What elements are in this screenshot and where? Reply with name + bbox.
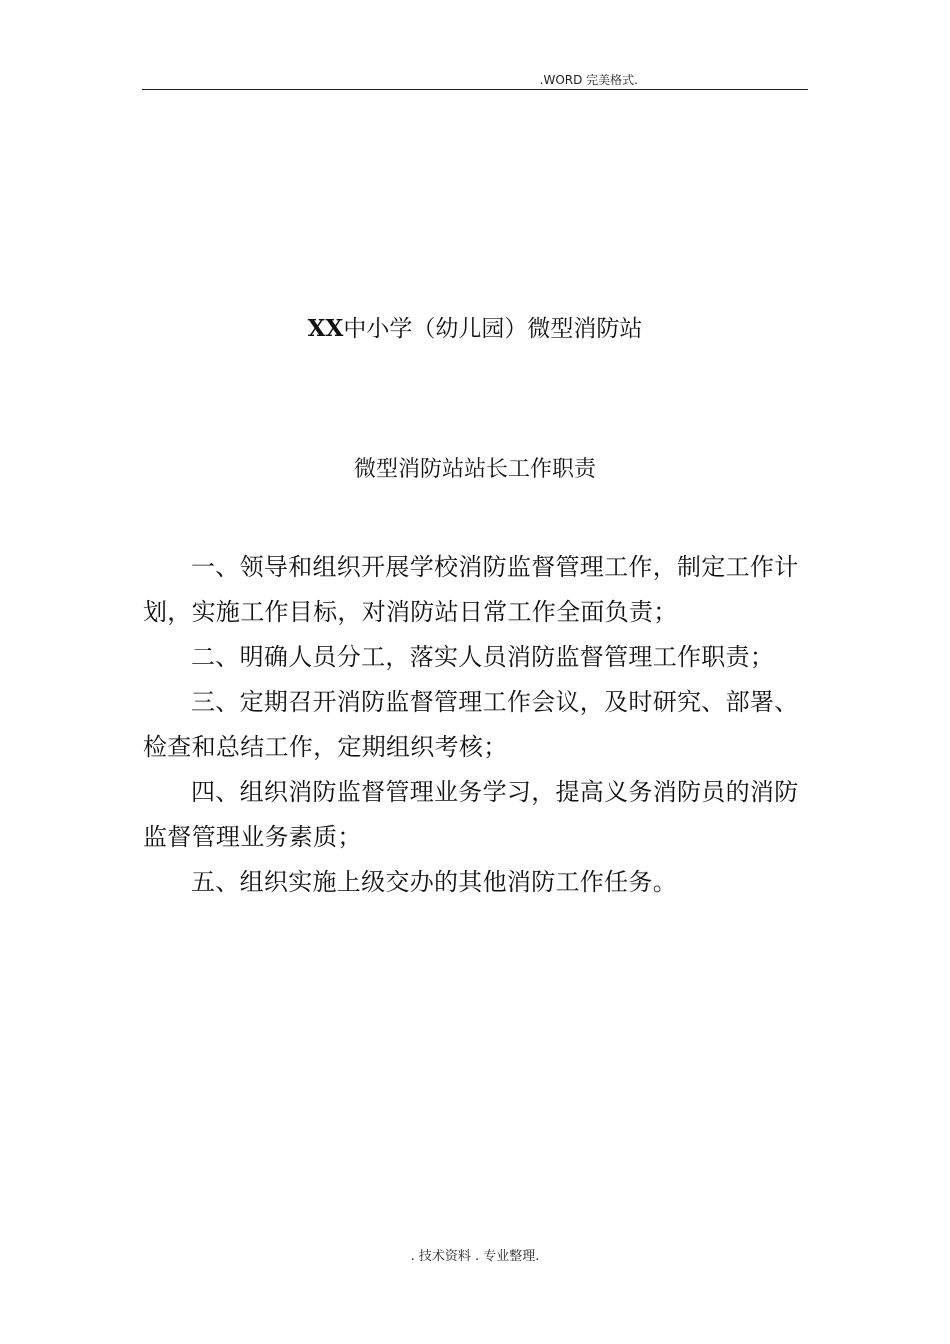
paragraph: 一、领导和组织开展学校消防监督管理工作，制定工作计划，实施工作目标，对消防站日常工作全面负责； xyxy=(143,553,799,626)
page-header xyxy=(142,70,808,90)
paragraph: 二、明确人员分工，落实人员消防监督管理工作职责； xyxy=(191,643,775,671)
paragraph: 四、组织消防监督管理业务学习，提高义务消防员的消防监督管理业务素质； xyxy=(143,778,799,851)
title-prefix: XX xyxy=(307,315,344,342)
document-title xyxy=(142,313,808,345)
document-body xyxy=(143,545,811,905)
paragraph: 五、组织实施上级交办的其他消防工作任务。 xyxy=(191,868,677,896)
paragraph: 三、定期召开消防监督管理工作会议，及时研究、部署、检查和总结工作，定期组织考核； xyxy=(143,688,799,761)
title-rest: 中小学（幼儿园）微型消防站 xyxy=(343,316,643,342)
document-subtitle: 微型消防站站长工作职责 xyxy=(353,457,596,482)
page-footer: . 技术资料 . 专业整理. xyxy=(410,1249,540,1264)
header-text: .WORD 完美格式. xyxy=(539,73,638,87)
